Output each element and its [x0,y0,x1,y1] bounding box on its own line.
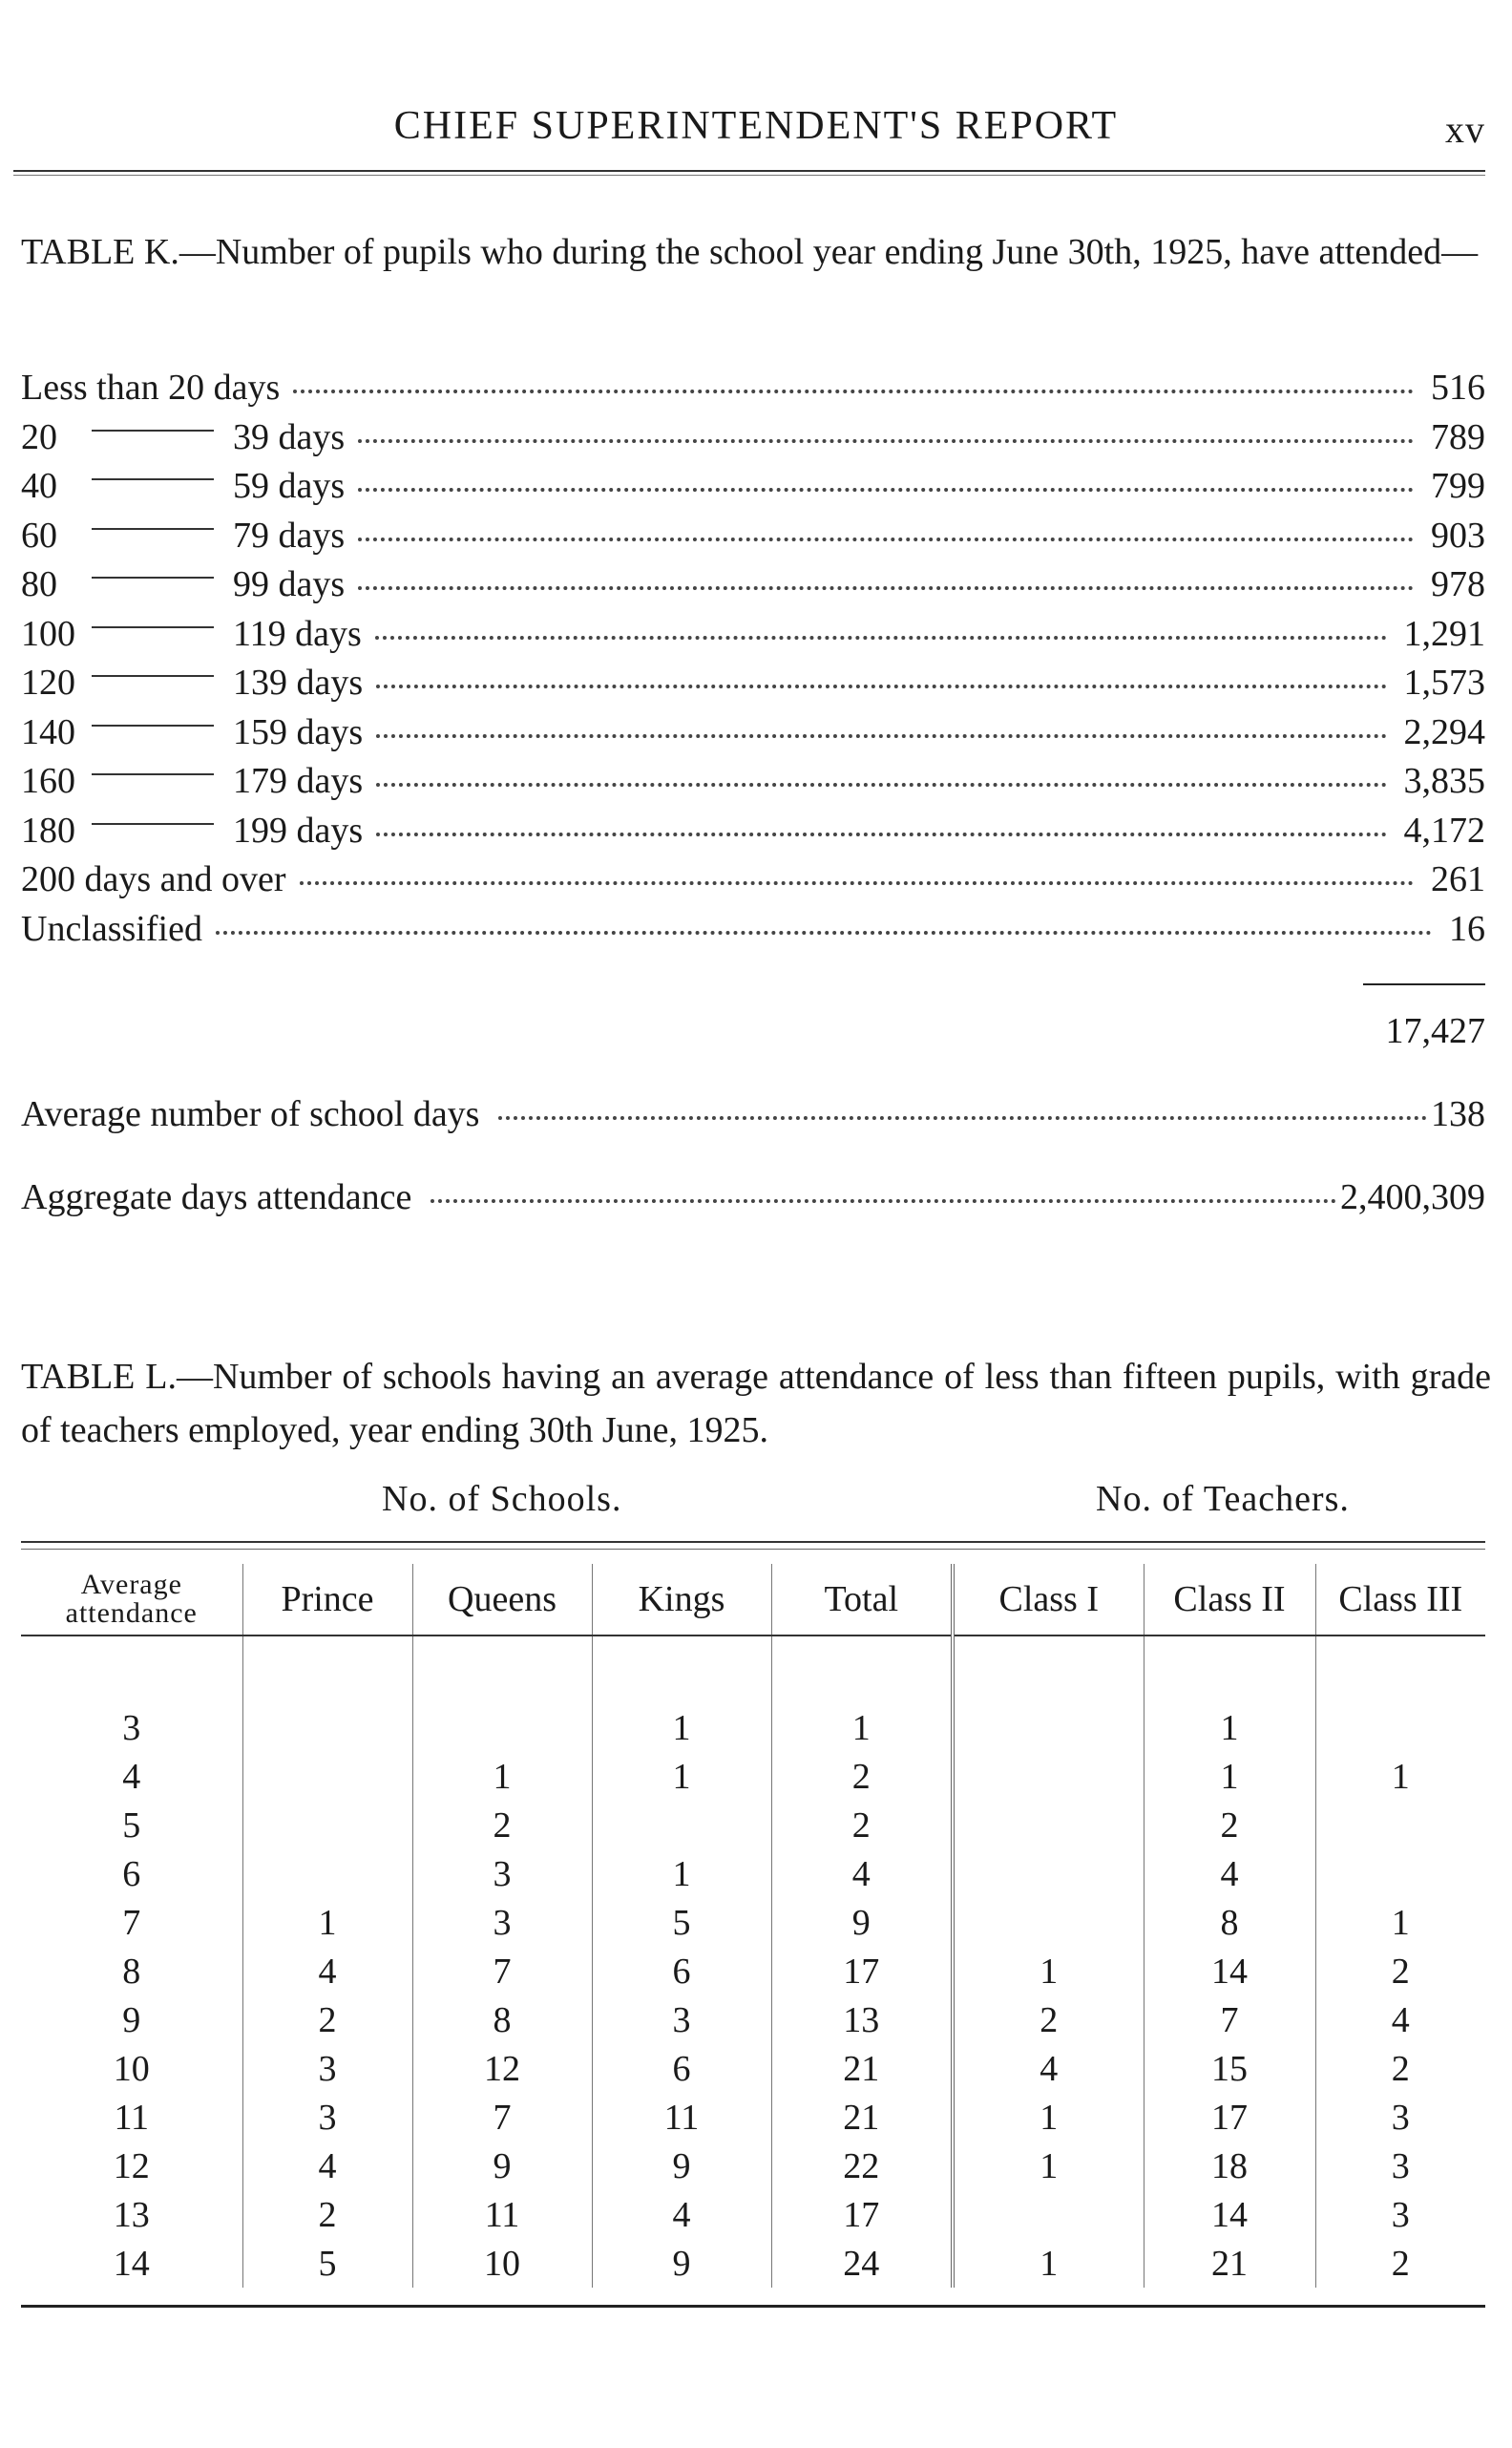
range-from: 60 [21,515,57,556]
range-dash [92,430,214,432]
cell-queens: 7 [412,1947,592,1995]
cell-prince [242,1849,412,1898]
leader-dots [358,586,1414,590]
cell-class-i: 1 [953,2239,1144,2288]
leader-dots [376,783,1386,787]
cell-queens: 3 [412,1849,592,1898]
table-k-row-range [21,563,352,605]
table-k-row [21,760,1485,808]
table-l-header-row [21,1564,1485,1636]
cell-class-ii: 18 [1144,2142,1315,2190]
range-to: 199 days [233,810,364,851]
col-header-class-iii: Class III [1315,1564,1485,1636]
cell-class-i [953,1752,1144,1801]
table-k-row-range [21,711,370,753]
cell-class-iii: 3 [1315,2190,1485,2239]
cell-kings: 3 [592,1995,771,2044]
cell-total: 2 [771,1752,953,1801]
cell-class-ii: 14 [1144,1947,1315,1995]
table-row [21,2044,1485,2093]
cell-class-ii: 4 [1144,1849,1315,1898]
cell-queens: 11 [412,2190,592,2239]
cell-queens: 2 [412,1801,592,1849]
cell-average-attendance: 10 [113,2048,150,2089]
leader-dots [358,538,1414,541]
table-row [21,2190,1485,2239]
table-k-row [21,515,1485,562]
average-school-days-label: Average number of school days [21,1094,480,1134]
range-to: 99 days [233,564,346,604]
leader-dots [430,1199,1336,1203]
cell-average-attendance: 9 [122,1999,141,2040]
leader-dots [216,931,1432,935]
page-number: xv [1445,108,1485,151]
aggregate-attendance-label: Aggregate days attendance [21,1177,412,1217]
cell-class-ii: 17 [1144,2093,1315,2142]
cell-class-i [953,1801,1144,1849]
cell-average-attendance: 5 [122,1804,141,1846]
range-dash [92,577,214,579]
cell-prince: 3 [242,2093,412,2142]
cell-prince: 2 [242,2190,412,2239]
cell-average-attendance: 7 [122,1902,141,1943]
table-k-row-range [21,662,370,704]
table-k-row-range [21,810,370,852]
cell-class-ii: 21 [1144,2239,1315,2288]
cell-class-i: 2 [953,1995,1144,2044]
table-row [21,2142,1485,2190]
cell-total: 4 [771,1849,953,1898]
range-from: 80 [21,564,57,604]
table-k-row-value: 789 [1431,416,1485,457]
col-header-class-i: Class I [953,1564,1144,1636]
group-heading-schools: No. of Schools. [382,1479,622,1519]
table-k-row [21,563,1485,611]
table-k-row-value: 1,573 [1403,663,1485,703]
cell-class-iii: 1 [1315,1752,1485,1801]
cell-kings: 6 [592,2044,771,2093]
cell-prince: 3 [242,2044,412,2093]
table-l-bottom-rule [21,2305,1485,2308]
cell-queens: 1 [412,1752,592,1801]
cell-queens: 10 [412,2239,592,2288]
range-dash [92,478,214,480]
table-k-row-value: 4,172 [1403,810,1485,851]
cell-class-ii: 1 [1144,1703,1315,1752]
cell-class-iii: 4 [1315,1995,1485,2044]
cell-prince: 4 [242,1947,412,1995]
cell-queens: 7 [412,2093,592,2142]
range-to: 59 days [233,466,346,506]
range-from: 180 [21,810,75,851]
table-row [21,1947,1485,1995]
range-from: 120 [21,663,75,703]
cell-class-ii: 15 [1144,2044,1315,2093]
table-l-body [21,1636,1485,2288]
col-header-class-ii: Class II [1144,1564,1315,1636]
cell-total: 1 [771,1703,953,1752]
cell-total: 2 [771,1801,953,1849]
cell-queens: 9 [412,2142,592,2190]
table-k-row-value: 903 [1431,515,1485,556]
range-from: 20 [21,416,57,457]
table-k-row-range [21,515,352,557]
cell-class-i [953,1898,1144,1947]
cell-class-iii [1315,1849,1485,1898]
cell-kings: 1 [592,1703,771,1752]
cell-total: 21 [771,2044,953,2093]
cell-prince [242,1703,412,1752]
cell-kings: 5 [592,1898,771,1947]
leader-dots [358,488,1414,492]
cell-class-i [953,2190,1144,2239]
range-to: 139 days [233,663,364,703]
table-k-row-range [21,760,370,802]
cell-class-ii: 14 [1144,2190,1315,2239]
cell-queens: 3 [412,1898,592,1947]
col-header-total: Total [771,1564,953,1636]
leader-dots [358,439,1414,443]
cell-total: 9 [771,1898,953,1947]
table-k-caption: TABLE K.—Number of pupils who during the school year ending June 30th, 1925, have attended— [21,232,1479,272]
table-k-row-value: 261 [1431,859,1485,899]
aggregate-attendance-value: 2,400,309 [1340,1177,1485,1217]
cell-average-attendance: 12 [113,2145,150,2186]
cell-kings: 1 [592,1752,771,1801]
cell-kings: 11 [592,2093,771,2142]
leader-dots [293,390,1414,393]
range-dash [92,528,214,530]
cell-kings: 6 [592,1947,771,1995]
table-k-row [21,810,1485,857]
cell-prince: 1 [242,1898,412,1947]
cell-class-iii: 2 [1315,1947,1485,1995]
cell-queens: 12 [412,2044,592,2093]
table-k-row-value: 2,294 [1403,711,1485,752]
range-dash [92,626,214,628]
col-header-average-attendance: Average attendance [21,1564,242,1636]
range-to: 119 days [233,613,362,654]
table-k-row-range [21,465,352,507]
cell-kings: 1 [592,1849,771,1898]
cell-kings: 4 [592,2190,771,2239]
table-k-row-range [21,416,352,458]
table-k-row [21,908,1485,956]
aggregate-attendance-row [21,1176,1485,1218]
cell-prince [242,1752,412,1801]
table-k-row [21,662,1485,709]
cell-class-iii: 2 [1315,2239,1485,2288]
range-dash [92,675,214,677]
cell-class-ii: 2 [1144,1801,1315,1849]
cell-average-attendance: 8 [122,1951,141,1992]
cell-class-iii [1315,1703,1485,1752]
table-k-row-label: Unclassified [21,908,202,949]
cell-total: 17 [771,2190,953,2239]
table-k-total: 17,427 [1385,1011,1485,1051]
cell-class-i [953,1849,1144,1898]
cell-total: 24 [771,2239,953,2288]
table-k-row [21,613,1485,661]
table-row [21,1898,1485,1947]
table-row [21,1801,1485,1849]
cell-total: 22 [771,2142,953,2190]
group-heading-teachers: No. of Teachers. [1096,1479,1350,1519]
cell-queens [412,1703,592,1752]
cell-prince [242,1801,412,1849]
range-to: 39 days [233,416,346,457]
cell-average-attendance: 13 [113,2194,150,2235]
table-k-row-label: 200 days and over [21,859,286,899]
leader-dots [376,833,1386,836]
table-k-row-value: 16 [1449,908,1485,949]
cell-class-ii: 1 [1144,1752,1315,1801]
cell-kings [592,1801,771,1849]
cell-class-iii: 3 [1315,2142,1485,2190]
table-row [21,1849,1485,1898]
cell-kings: 9 [592,2142,771,2190]
leader-dots [498,1116,1427,1120]
cell-queens: 8 [412,1995,592,2044]
table-row [21,1703,1485,1752]
cell-average-attendance: 6 [122,1853,141,1894]
cell-total: 17 [771,1947,953,1995]
table-l-top-rule-thin [21,1549,1485,1550]
range-to: 159 days [233,711,364,752]
col-header-kings: Kings [592,1564,771,1636]
table-l-spacer-row [21,1636,1485,1703]
table-k-row [21,367,1485,414]
cell-class-i [953,1703,1144,1752]
cell-average-attendance: 11 [114,2097,150,2138]
cell-class-i: 1 [953,2093,1144,2142]
table-row [21,1752,1485,1801]
cell-class-iii: 2 [1315,2044,1485,2093]
table-k-sum-rule [1363,983,1485,985]
cell-prince: 5 [242,2239,412,2288]
running-header-title: CHIEF SUPERINTENDENT'S REPORT [393,104,1119,148]
cell-class-iii: 1 [1315,1898,1485,1947]
table-row [21,2093,1485,2142]
leader-dots [376,685,1386,688]
cell-class-i: 1 [953,1947,1144,1995]
cell-class-ii: 8 [1144,1898,1315,1947]
table-k-row-value: 799 [1431,466,1485,506]
table-l [21,1564,1485,2288]
table-k-row-value: 516 [1431,368,1485,408]
table-k-row [21,416,1485,464]
range-dash [92,773,214,775]
range-from: 160 [21,761,75,801]
table-k-row-value: 978 [1431,564,1485,604]
table-k-row [21,711,1485,759]
cell-average-attendance: 3 [122,1707,141,1748]
table-row [21,2239,1485,2288]
range-dash [92,823,214,825]
leader-dots [375,636,1387,640]
average-school-days-row [21,1093,1485,1135]
leader-dots [300,881,1414,885]
range-to: 79 days [233,515,346,556]
cell-class-ii: 7 [1144,1995,1315,2044]
average-school-days-value: 138 [1431,1094,1485,1134]
col-header-prince: Prince [242,1564,412,1636]
col-header-queens: Queens [412,1564,592,1636]
table-l-top-rule [21,1541,1485,1543]
table-k-row-label: Less than 20 days [21,368,281,408]
table-k-row-value: 1,291 [1403,613,1485,654]
range-from: 140 [21,711,75,752]
cell-class-iii: 3 [1315,2093,1485,2142]
cell-kings: 9 [592,2239,771,2288]
header-rule [13,170,1485,176]
range-from: 40 [21,466,57,506]
leader-dots [376,734,1386,738]
table-k-row-value: 3,835 [1403,761,1485,801]
cell-prince: 4 [242,2142,412,2190]
cell-prince: 2 [242,1995,412,2044]
table-k-row [21,858,1485,906]
range-to: 179 days [233,761,364,801]
cell-total: 21 [771,2093,953,2142]
cell-average-attendance: 14 [113,2243,150,2284]
table-row [21,1995,1485,2044]
range-dash [92,725,214,727]
cell-class-i: 1 [953,2142,1144,2190]
cell-average-attendance: 4 [122,1756,141,1797]
cell-total: 13 [771,1995,953,2044]
range-from: 100 [21,613,75,654]
table-k-row-range [21,613,369,655]
table-l-caption: TABLE L.—Number of schools having an average attendance of less than fifteen pupils, with grade of teachers employed, year ending 30th June, 1925. [21,1357,1491,1450]
cell-class-iii [1315,1801,1485,1849]
table-k-row [21,465,1485,513]
cell-class-i: 4 [953,2044,1144,2093]
